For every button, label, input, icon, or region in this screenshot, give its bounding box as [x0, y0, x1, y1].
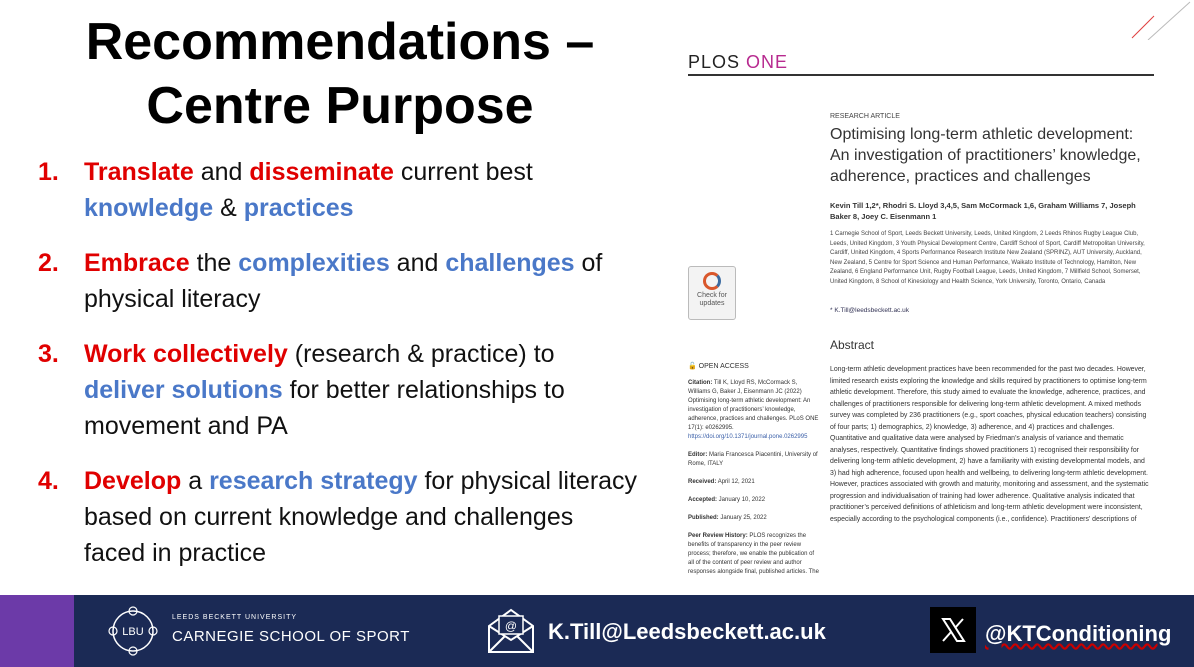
- recommendation-text: Work collectively: [84, 340, 288, 368]
- abstract-heading: Abstract: [830, 338, 875, 352]
- envelope-at-icon: [487, 608, 535, 654]
- lbu-logo: [108, 606, 158, 656]
- abstract-text: Long-term athletic development practices have been recommended for the past two decades. However, limited research exists exploring the knowledge and skills required by practitioners to optimise long-term athletic development. Therefore, this study aimed to evaluate the knowledge, adherence, practices, and challenges of practitioners responsible for delivering long-term athletic development. A mixed methods survey was completed by 236 practitioners (e.g., sport coaches, physical education teachers) consisting of four parts; 1) demographics, 2) knowledge, 3) adherence, and 4) practices and challenges. Quantitative and qualitative data were analysed by Friedman’s analysis of variance and thematic analyses, respectively. Quantitative findings showed practitioners 1) recognised their responsibility for delivering long-term athletic development, 2) have a familiarity with existing developmental models, and 3) had high adherence, focused upon health and wellbeing, to delivering long-term athletic development. However, practices associated with growth and maturity, monitoring and assessment, and the systematic progression and individualisation of training had lower adherence. Qualitative analysis indicated that practitioner’s perceived definitions of athleticism and long-term athletic development were inconsistent, especially according to the psychological components (i.e., confidence). Practitioners’ descriptions of: [830, 366, 1149, 523]
- slide-title-line2: Centre Purpose: [146, 77, 534, 135]
- recommendation-text: current best: [393, 158, 533, 186]
- article-authors: Kevin Till 1,2*, Rhodri S. Lloyd 3,4,5, Sam McCormack 1,6, Graham Williams 7, Joseph Baker 8, Joey C. Eisenmann 1: [830, 201, 1136, 221]
- check-updates-icon: [703, 272, 721, 290]
- journal-logo: PLOS ONE: [688, 52, 789, 72]
- contact-email[interactable]: K.Till@Leedsbeckett.ac.uk: [548, 619, 826, 644]
- recommendation-number: 1.: [38, 158, 59, 186]
- corner-decoration: [1124, 0, 1194, 40]
- svg-text:LBU: LBU: [122, 626, 144, 638]
- article-title: Optimising long-term athletic development: An investigation of practitioners’ knowledge, adherence, practices and challenges: [830, 126, 1141, 185]
- journal-rule: [688, 74, 1154, 76]
- check-for-updates-badge: [688, 266, 736, 320]
- recommendation-text: deliver solutions: [84, 376, 283, 404]
- recommendation-text: &: [213, 194, 244, 222]
- accepted-date: Accepted: January 10, 2022: [688, 497, 766, 503]
- footer-accent: [0, 595, 74, 667]
- svg-text:@: @: [504, 619, 518, 633]
- x-logo-icon: [930, 607, 976, 653]
- recommendation-text: Translate: [84, 158, 194, 186]
- slide-title-line1: Recommendations –: [85, 13, 595, 71]
- check-updates-label: Check for updates: [697, 292, 727, 307]
- recommendation-number: 2.: [38, 249, 59, 277]
- recommendation-text: Develop: [84, 467, 182, 495]
- recommendation-item: [38, 154, 638, 226]
- recommendation-item: [38, 336, 638, 444]
- twitter-handle[interactable]: @KTConditioning: [985, 621, 1172, 646]
- recommendation-text: a: [181, 467, 210, 495]
- recommendation-text: of physical literacy: [84, 249, 603, 313]
- university-name: LEEDS BECKETT UNIVERSITY: [172, 614, 298, 621]
- recommendation-text: for better relationships to movement and PA: [84, 376, 565, 440]
- recommendation-text: for physical literacy based on current knowledge and challenges faced in practice: [84, 467, 638, 567]
- lock-icon: 🔓: [688, 363, 697, 370]
- recommendation-number: 3.: [38, 340, 59, 368]
- footer-bar: [0, 595, 1194, 667]
- recommendation-text: knowledge: [84, 194, 214, 222]
- peer-review-history: Peer Review History: PLOS recognizes the benefits of transparency in the peer review process; therefore, we enable the publication of all of the content of peer review and author responses alongside final, published articles. The: [688, 533, 819, 575]
- received-date: Received: April 12, 2021: [688, 479, 755, 485]
- article-sidebar: [688, 362, 820, 580]
- recommendations-list: [38, 154, 638, 590]
- article-affiliations: 1 Carnegie School of Sport, Leeds Beckett University, Leeds, United Kingdom, 2 Leeds Rhinos Rugby League Club, Leeds, United Kingdom, 3 Youth Physical Development Centre, Cardiff School of Sport, Cardiff Metropolitan University, Cardiff, United Kingdom, 4 Sports Performance Research Institute New Zealand (SPRINZ), AUT University, Auckland, New Zealand, 5 Centre for Sport Science and Human Performance, Waikato Institute of Technology, Hamilton, New Zealand, 6 England Performance Unit, Rugby Football League, Leeds, United Kingdom, 7 Millfield School, Somerset, United Kingdom, 8 School of Kinesiology and Health Science, York University, Toronto, Ontario, Canada: [830, 231, 1145, 285]
- recommendation-text: (research & practice) to: [287, 340, 555, 368]
- paper-preview: [660, 40, 1160, 580]
- recommendation-text: challenges: [445, 249, 575, 277]
- editor: Editor: Maria Francesca Piacentini, University of Rome, ITALY: [688, 452, 818, 467]
- recommendation-text: complexities: [238, 249, 390, 277]
- corresponding-email: * K.Till@leedsbeckett.ac.uk: [830, 307, 909, 314]
- open-access-label: 🔓 OPEN ACCESS: [688, 363, 749, 370]
- recommendation-text: the: [189, 249, 239, 277]
- slide-title: [40, 10, 640, 138]
- recommendation-item: [38, 463, 638, 571]
- recommendation-text: and: [389, 249, 446, 277]
- citation: Citation: Till K, Lloyd RS, McCormack S, Williams G, Baker J, Eisenmann JC (2022) Optimising long-term athletic development: An investigation of practitioners’ knowledge, adherence, practices and challenges. PLoS ONE 17(1): e0262995. https://doi.org/10.1371/journal.pone.0262995: [688, 380, 819, 440]
- recommendation-text: practices: [243, 194, 354, 222]
- recommendation-text: Embrace: [84, 249, 190, 277]
- school-name: CARNEGIE SCHOOL OF SPORT: [172, 628, 410, 645]
- article-type: RESEARCH ARTICLE: [830, 113, 900, 120]
- recommendation-item: [38, 245, 638, 317]
- published-date: Published: January 25, 2022: [688, 515, 767, 521]
- recommendation-text: and: [193, 158, 250, 186]
- recommendation-number: 4.: [38, 467, 59, 495]
- recommendation-text: research strategy: [209, 467, 418, 495]
- recommendation-text: disseminate: [249, 158, 394, 186]
